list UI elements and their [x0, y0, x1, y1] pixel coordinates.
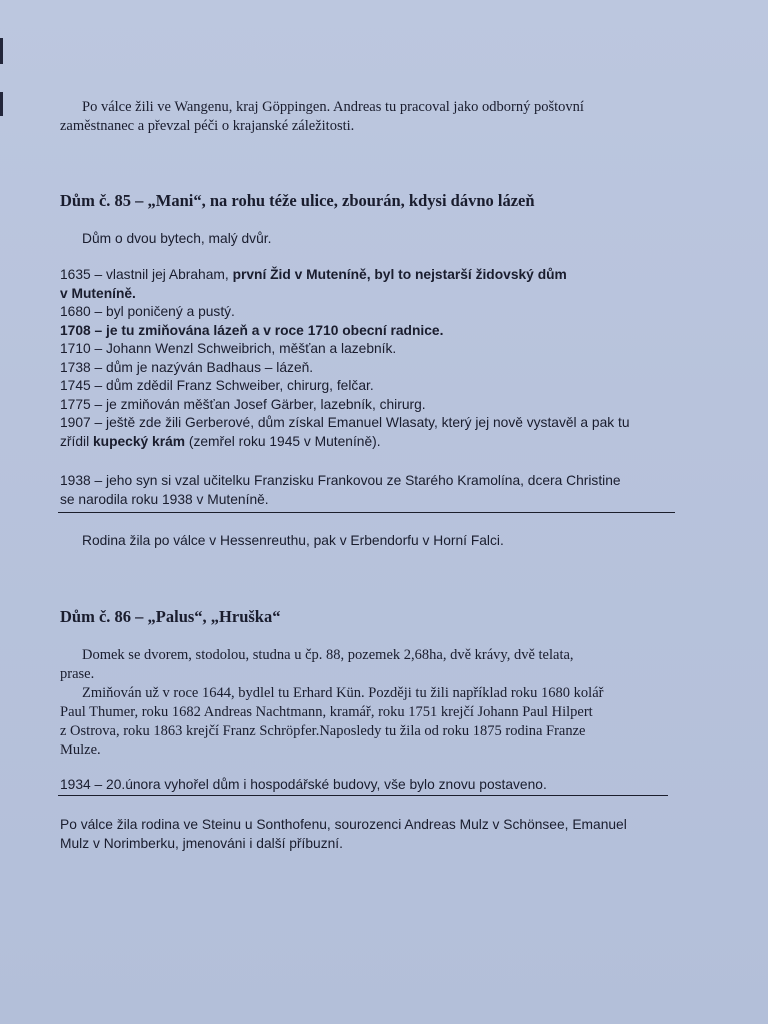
desc-line: prase. — [60, 666, 95, 682]
house86-after-war — [60, 816, 675, 853]
timeline-entry: 1708 – je tu zmiňována lázeň a v roce 1710 obecní radnice. — [60, 322, 444, 338]
house85-timeline — [60, 266, 675, 451]
timeline-entry: 1738 – dům je nazýván Badhaus – lázeň. — [60, 359, 314, 375]
after-war-text: Mulz v Norimberku, jmenováni i další příbuzní. — [60, 835, 343, 851]
after-war-text: Rodina žila po válce v Hessenreuthu, pak v Erbendorfu v Horní Falci. — [82, 533, 504, 548]
timeline-entry: 1710 – Johann Wenzl Schweibrich, měšťan a lazebník. — [60, 341, 397, 356]
intro-line: Po válce žili ve Wangenu, kraj Göppingen. Andreas tu pracoval jako odborný poštovní — [82, 99, 584, 115]
timeline-entry: 1680 – byl poničený a pustý. — [60, 304, 235, 319]
after-war-text: Po válce žila rodina ve Steinu u Sonthofenu, sourozenci Andreas Mulz v Schönsee, Emanuel — [60, 817, 627, 832]
divider-line — [58, 512, 675, 513]
divider-line — [58, 795, 668, 796]
entry-text: 1635 – vlastnil jej Abraham, — [60, 267, 233, 282]
timeline-entry: 1775 – je zmiňován měšťan Josef Gärber, lazebník, chirurg. — [60, 396, 426, 412]
house86-heading: Dům č. 86 – „Palus“, „Hruška“ — [60, 607, 281, 626]
entry-text: 1934 – 20.února vyhořel dům i hospodářské budovy, vše bylo znovu postaveno. — [60, 777, 547, 792]
entry-bold-text: kupecký krám — [92, 433, 186, 449]
house85-after-war — [60, 532, 675, 551]
history-line: Paul Thumer, roku 1682 Andreas Nachtmann, kramář, roku 1751 krejčí Johann Paul Hilpert — [60, 704, 593, 720]
house85-heading: Dům č. 85 – „Mani“, na rohu téže ulice, zbourán, kdysi dávno lázeň — [60, 191, 535, 210]
history-line: Mulze. — [60, 742, 101, 758]
timeline-entry: v Muteníně. — [60, 285, 136, 301]
entry-text: 1938 – jeho syn si vzal učitelku Franzisku Frankovou ze Starého Kramolína, dcera Christine — [60, 473, 621, 488]
entry-text: zřídil — [60, 433, 93, 449]
timeline-entry — [60, 433, 675, 452]
entry-bold-text: první Žid v Muteníně, byl to nejstarší židovský dům — [232, 267, 567, 282]
house85-1938-entry — [60, 472, 675, 509]
history-line: Zmiňován už v roce 1644, bydlel tu Erhard Kün. Později tu žili například roku 1680 kolář — [82, 685, 604, 701]
timeline-entry: 1745 – dům zdědil Franz Schweiber, chirurg, felčar. — [60, 378, 374, 393]
intro-paragraph — [60, 98, 675, 136]
house86-description — [60, 646, 675, 760]
house85-description — [60, 230, 675, 249]
entry-text: se narodila roku 1938 v Muteníně. — [60, 491, 269, 507]
timeline-entry — [60, 266, 675, 285]
binding-mark — [0, 38, 3, 64]
binding-mark — [0, 92, 3, 116]
desc-line: Domek se dvorem, stodolou, studna u čp. 88, pozemek 2,68ha, dvě krávy, dvě telata, — [82, 647, 574, 663]
house85-desc-text: Dům o dvou bytech, malý dvůr. — [82, 231, 272, 246]
timeline-entry: 1907 – ještě zde žili Gerberové, dům získal Emanuel Wlasaty, který jej nově vystavěl a pak tu — [60, 415, 630, 430]
house86-1934-entry — [60, 776, 675, 795]
intro-line: zaměstnanec a převzal péči o krajanské záležitosti. — [60, 118, 355, 134]
history-line: z Ostrova, roku 1863 krejčí Franz Schröpfer.Naposledy tu žila od roku 1875 rodina Franze — [60, 723, 586, 739]
entry-text: (zemřel roku 1945 v Muteníně). — [185, 433, 381, 449]
